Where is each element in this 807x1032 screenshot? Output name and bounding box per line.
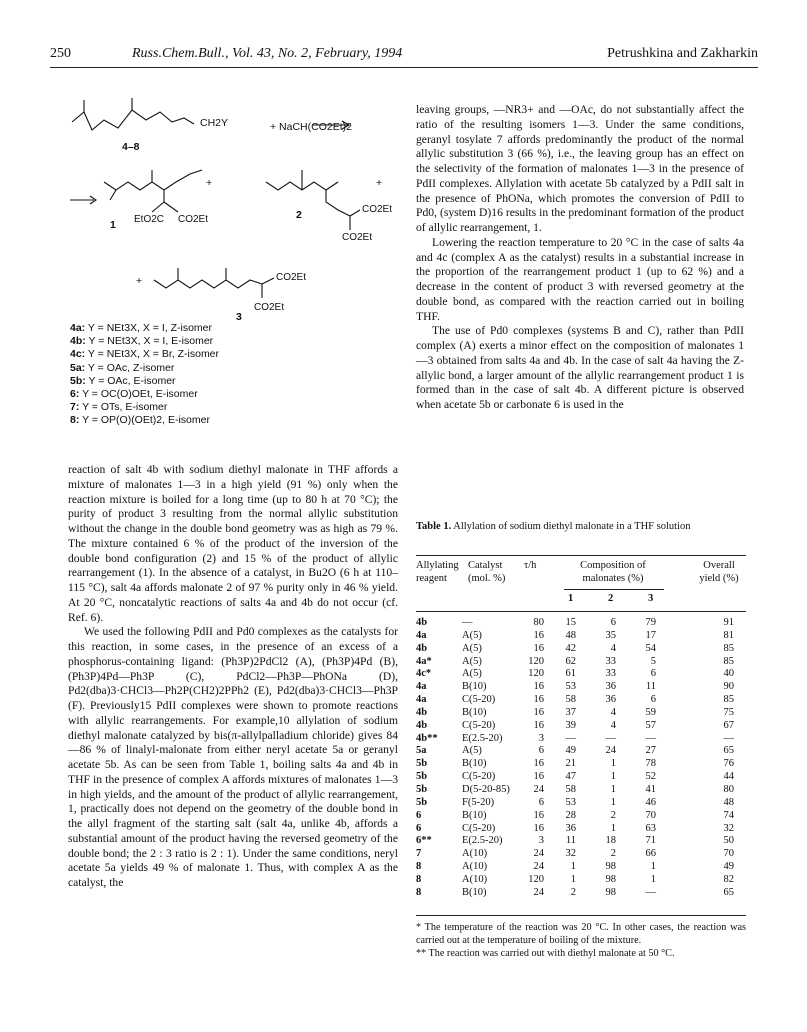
table-body (416, 617, 746, 900)
paragraph: Lowering the reaction temperature to 20 °C in the case of salts 4a and 4c (complex A as the catalyst) results in a substantial increase in the proportion of the rearrangement product 1 (up to 62 %) and a decrease in the content of product 3 with reversed geometry at the double bond, as compared with the reaction carried out in boiling THF. (416, 235, 744, 323)
row-product-2: 33 (605, 668, 616, 680)
row-yield: 40 (723, 668, 734, 680)
row-product-1: 2 (570, 886, 576, 898)
row-yield: 74 (723, 809, 734, 821)
row-catalyst: C(5-20) (462, 719, 496, 731)
row-yield: 76 (723, 758, 734, 770)
row-reagent: 4c* (416, 668, 432, 680)
row-catalyst: C(5-20) (462, 771, 496, 783)
legend-row: 7: Y = OTs, E-isomer (70, 401, 168, 414)
row-time: 16 (533, 758, 544, 770)
row-catalyst: B(10) (462, 706, 487, 718)
row-product-3: 46 (645, 796, 656, 808)
table-row (416, 784, 746, 797)
row-reagent: 8 (416, 886, 422, 898)
row-reagent: 5b (416, 771, 428, 783)
row-product-2: 1 (610, 796, 616, 808)
row-product-2: 36 (605, 694, 616, 706)
row-product-1: 37 (565, 706, 576, 718)
row-time: 120 (528, 873, 544, 885)
row-catalyst: B(10) (462, 758, 487, 770)
table-row (416, 758, 746, 771)
eto2c-label: EtO2C (134, 214, 165, 225)
header-reagent: Allylating reagent (416, 560, 459, 584)
row-product-1: 39 (565, 719, 576, 731)
row-yield: — (723, 732, 734, 744)
row-product-1: 32 (565, 848, 576, 860)
co2et-label-1: CO2Et (178, 214, 209, 225)
row-product-1: — (565, 732, 576, 744)
row-product-2: 33 (605, 655, 616, 667)
row-time: 6 (538, 745, 544, 757)
table-row (416, 887, 746, 900)
row-product-2: 98 (605, 861, 616, 873)
table-row (416, 810, 746, 823)
paragraph: reaction of salt 4b with sodium diethyl malonate in THF affords a mixture of malonates 1—3 in a high yield (91 %) only when the reaction mixture is boiled for a long time (up to 80 h at 70 °C); the purity of product 3 resulting from the normal allylic substitution without the change in the double bond geometry was as high as 79 %. The mixture contained 6 % of the product of the inversion of the double bond configuration (2) and 15 % of the product of allylic rearrangement (1). In the absence of a catalyst, in Bu2O (6 h at 110–115 °C), salt 4a affords malonate 2 of 97 % purity only in 46 % yield. At 20 °C, noncatalytic reactions of salts 4a and 4b do not occur (cf. Ref. 6). (68, 463, 398, 624)
row-catalyst: E(2.5-20) (462, 732, 503, 744)
header-catalyst: Catalyst (mol. %) (468, 560, 506, 584)
row-product-1: 1 (570, 861, 576, 873)
legend-row: 4c: Y = NEt3X, X = Br, Z-isomer (70, 348, 220, 361)
row-product-2: 1 (610, 783, 616, 795)
row-catalyst: — (462, 617, 473, 628)
row-product-2: 2 (610, 809, 616, 821)
row-yield: 80 (723, 783, 734, 795)
page-header (50, 40, 758, 68)
row-product-3: — (645, 732, 656, 744)
table-row (416, 720, 746, 733)
row-time: 16 (533, 681, 544, 693)
row-catalyst: B(10) (462, 886, 487, 898)
row-catalyst: C(5-20) (462, 822, 496, 834)
row-time: 16 (533, 822, 544, 834)
row-reagent: 5b (416, 783, 428, 795)
row-catalyst: C(5-20) (462, 694, 496, 706)
row-yield: 67 (723, 719, 734, 731)
row-product-3: 59 (645, 706, 656, 718)
row-product-3: 63 (645, 822, 656, 834)
row-product-1: 36 (565, 822, 576, 834)
row-yield: 50 (723, 835, 734, 847)
reactant-label: 4–8 (122, 141, 140, 153)
table-row (416, 707, 746, 720)
allylation-table (416, 555, 746, 917)
row-reagent: 4b (416, 617, 428, 628)
row-time: 16 (533, 809, 544, 821)
row-catalyst: B(10) (462, 681, 487, 693)
row-reagent: 5b (416, 796, 428, 808)
row-time: 24 (533, 886, 544, 898)
row-product-3: 52 (645, 771, 656, 783)
row-product-1: 48 (565, 629, 576, 641)
header-rule (50, 67, 758, 68)
row-yield: 75 (723, 706, 734, 718)
legend-row: 4b: Y = NEt3X, X = I, E-isomer (70, 335, 214, 348)
row-product-3: 78 (645, 758, 656, 770)
header-composition: Composition of malonates (%) (580, 560, 646, 584)
footnote: * The temperature of the reaction was 20 °C. In other cases, the reaction was carried out at the temperature of boiling of the mixture. (416, 922, 746, 946)
row-product-3: 27 (645, 745, 656, 757)
row-yield: 81 (723, 629, 734, 641)
table-row (416, 835, 746, 848)
plus-sign-3: + (136, 275, 143, 287)
row-reagent: 5b (416, 758, 428, 770)
row-time: 16 (533, 706, 544, 718)
co2et-label-3: CO2Et (342, 232, 373, 243)
footnote: ** The reaction was carried out with diethyl malonate at 50 °C. (416, 947, 675, 959)
row-catalyst: A(10) (462, 861, 488, 873)
row-yield: 85 (723, 642, 734, 654)
row-catalyst: E(2.5-20) (462, 835, 503, 847)
row-product-3: 41 (645, 783, 656, 795)
legend-row: 5a: Y = OAc, Z-isomer (70, 361, 175, 374)
row-reagent: 4b** (416, 732, 438, 744)
row-product-3: 5 (650, 655, 656, 667)
row-product-1: 1 (570, 873, 576, 885)
row-product-3: 70 (645, 809, 656, 821)
row-time: 16 (533, 771, 544, 783)
row-yield: 44 (723, 771, 734, 783)
row-yield: 90 (723, 681, 734, 693)
row-time: 3 (538, 835, 544, 847)
header-time: τ/h (524, 560, 537, 571)
row-product-1: 47 (565, 771, 576, 783)
row-product-3: 71 (645, 835, 656, 847)
table-row (416, 656, 746, 669)
row-product-2: 35 (605, 629, 616, 641)
row-product-2: 36 (605, 681, 616, 693)
row-reagent: 8 (416, 861, 422, 873)
row-product-3: 1 (650, 861, 656, 873)
legend-row: 5b: Y = OAc, E-isomer (70, 374, 176, 387)
row-reagent: 4a* (416, 655, 432, 667)
row-product-2: 98 (605, 886, 616, 898)
reaction-scheme-drawing (60, 90, 405, 320)
row-catalyst: A(5) (462, 642, 482, 654)
row-yield: 70 (723, 848, 734, 860)
row-product-3: 1 (650, 873, 656, 885)
legend-row: 8: Y = OP(O)(OEt)2, E-isomer (70, 414, 210, 427)
row-time: 16 (533, 719, 544, 731)
paragraph: The use of Pd0 complexes (systems B and C), rather than PdII complex (A) exerts a minor effect on the composition of malonates 1—3 obtained from salts 4a and 4b. In the case of salt 4a having the Z-allylic bond, a larger amount of the allylic rearrangement product 1 is formed than in the case of salt 4b. A different picture is observed when acetate 5b or carbonate 6 is used in the (416, 324, 744, 411)
row-reagent: 8 (416, 873, 422, 885)
table-bottom-rule (416, 915, 746, 916)
row-yield: 82 (723, 873, 734, 885)
row-time: 16 (533, 642, 544, 654)
row-product-2: 24 (605, 745, 616, 757)
composition-rule (564, 589, 664, 590)
table-row (416, 617, 746, 630)
table-row (416, 643, 746, 656)
row-product-1: 49 (565, 745, 576, 757)
reagent-label: + NaCH(CO2Et)2 (270, 121, 352, 133)
row-catalyst: A(10) (462, 873, 488, 885)
table-caption-text: Allylation of sodium diethyl malonate in a THF solution (453, 521, 691, 532)
row-yield: 85 (723, 694, 734, 706)
plus-sign-1: + (206, 177, 213, 189)
row-product-1: 62 (565, 655, 576, 667)
table-row (416, 630, 746, 643)
running-authors: Petrushkina and Zakharkin (607, 46, 758, 61)
table-row (416, 771, 746, 784)
table-row (416, 797, 746, 810)
row-product-2: 6 (610, 617, 616, 628)
row-product-3: 6 (650, 694, 656, 706)
co2et-label-5: CO2Et (254, 302, 285, 313)
row-time: 16 (533, 629, 544, 641)
row-product-2: 1 (610, 771, 616, 783)
right-column-text (416, 103, 744, 413)
row-catalyst: F(5-20) (462, 796, 495, 808)
row-product-1: 58 (565, 783, 576, 795)
reaction-scheme (60, 90, 405, 320)
row-catalyst: A(5) (462, 655, 482, 667)
row-time: 3 (538, 732, 544, 744)
co2et-label-4: CO2Et (276, 272, 307, 283)
row-product-1: 58 (565, 694, 576, 706)
legend-row: 4a: Y = NEt3X, X = I, Z-isomer (70, 322, 213, 334)
product-2-label: 2 (296, 209, 302, 221)
row-product-3: 79 (645, 617, 656, 628)
table-footnotes (416, 922, 746, 960)
row-product-2: 18 (605, 835, 616, 847)
row-reagent: 7 (416, 848, 422, 860)
header-yield: Overall yield (%) (699, 560, 739, 584)
table-row (416, 848, 746, 861)
row-product-2: 2 (610, 848, 616, 860)
row-reagent: 4a (416, 681, 427, 693)
row-catalyst: D(5-20-85) (462, 783, 510, 795)
row-catalyst: A(10) (462, 848, 488, 860)
table-row (416, 745, 746, 758)
row-time: 80 (533, 617, 544, 628)
row-product-1: 11 (565, 835, 576, 847)
row-product-1: 15 (565, 617, 576, 628)
ch2y-label: CH2Y (200, 117, 229, 129)
row-reagent: 4b (416, 706, 428, 718)
table-caption-label: Table 1. (416, 521, 452, 532)
row-product-1: 21 (565, 758, 576, 770)
row-product-2: 1 (610, 822, 616, 834)
table-top-rule (416, 555, 746, 556)
product-1-label: 1 (110, 219, 116, 231)
left-column-text (68, 463, 398, 891)
row-reagent: 6 (416, 822, 422, 834)
row-reagent: 4b (416, 719, 428, 731)
row-product-2: 4 (610, 642, 616, 654)
row-product-2: 4 (610, 706, 616, 718)
row-time: 6 (538, 796, 544, 808)
row-product-2: 4 (610, 719, 616, 731)
table-row (416, 874, 746, 887)
row-time: 24 (533, 783, 544, 795)
row-reagent: 4b (416, 642, 428, 654)
row-reagent: 6 (416, 809, 422, 821)
table-row (416, 733, 746, 746)
journal-citation: Russ.Chem.Bull., Vol. 43, No. 2, February, 1994 (132, 46, 403, 61)
product-3-label: 3 (236, 311, 242, 320)
header-product-1: 1 (568, 593, 574, 604)
co2et-label-2: CO2Et (362, 204, 393, 215)
table-row (416, 668, 746, 681)
plus-sign-2: + (376, 177, 383, 189)
row-reagent: 5a (416, 745, 427, 757)
row-product-2: — (605, 732, 616, 744)
row-reagent: 4a (416, 694, 427, 706)
row-time: 24 (533, 848, 544, 860)
row-product-1: 53 (565, 796, 576, 808)
row-product-3: 66 (645, 848, 656, 860)
row-catalyst: B(10) (462, 809, 487, 821)
row-product-3: 57 (645, 719, 656, 731)
row-yield: 65 (723, 745, 734, 757)
table-header-rule (416, 611, 746, 612)
paragraph: leaving groups, —NR3+ and —OAc, do not substantially affect the ratio of the resulting isomers 1—3. Under the same conditions, geranyl tosylate 7 affords predominantly the product of the normal allylic substitution 3 (66 %), i.e., the leaving group has an effect on the selectivity of the formation of malonates 1—3 in the presence of PdII complexes. Allylation with acetate 5b catalyzed by a PdII salt in the presence of PhONa, which promotes the conversion of PdII to Pd0, (system D)16 results in the predominant formation of the product of allylic rearrangement, 1. (416, 103, 744, 234)
row-catalyst: A(5) (462, 745, 482, 757)
row-yield: 91 (723, 617, 734, 628)
row-yield: 85 (723, 655, 734, 667)
legend-row: 6: Y = OC(O)OEt, E-isomer (70, 388, 198, 401)
row-product-3: — (645, 886, 656, 898)
row-time: 120 (528, 668, 544, 680)
table-caption (416, 520, 746, 533)
row-yield: 32 (723, 822, 734, 834)
row-catalyst: A(5) (462, 668, 482, 680)
substituent-legend (70, 322, 370, 428)
paragraph: We used the following PdII and Pd0 complexes as the catalysts for this reaction, in some cases, in the presence of an excess of a phosphorus-containing ligand: (Ph3P)2PdCl2 (A), (Ph3P)4Pd (B), (Ph3P)4Pd—Ph3P (C), PdCl2—Ph3P—PhONa (D), Pd2(dba)3·CHCl3—Ph2P(CH2)2PPh2 (E), Pd2(dba)3·CHCl3—Ph3P (F). Previously15 PdII complexes were shown to promote reactions with allylic rearrangements. For example,10 allylation of sodium diethyl malonate catalyzed by bis(π-allylpalladium chloride) gives 84—86 % of linalyl-malonate from either neryl acetate 5a or geranyl acetate 5b. As can be seen from Table 1, boiling salts 4a and 4b in THF in the presence of complex A affords mixtures of malonates 1—3 in high yields, and the amount of the product of allylic rearrangement, 1, practically does not depend on the geometry of the double bond in the allyl fragment of the starting salt (salt 4a, unlike 4b, affords a substantial amount of the product having the reversed geometry of the double bond; the 2 : 3 ratio is 2 : 1). Under the same conditions, neryl acetate 5a yields 49 % of malonate 1. Thus, with complex A as the catalyst, the (68, 625, 398, 889)
row-reagent: 6** (416, 835, 432, 847)
table-row (416, 861, 746, 874)
row-product-2: 1 (610, 758, 616, 770)
row-product-3: 6 (650, 668, 656, 680)
table-row (416, 823, 746, 836)
page-number: 250 (50, 46, 71, 61)
row-time: 24 (533, 861, 544, 873)
header-product-2: 2 (608, 593, 614, 604)
row-reagent: 4a (416, 629, 427, 641)
row-product-3: 54 (645, 642, 656, 654)
row-product-3: 17 (645, 629, 656, 641)
row-yield: 49 (723, 861, 734, 873)
row-yield: 65 (723, 886, 734, 898)
row-time: 120 (528, 655, 544, 667)
table-row (416, 681, 746, 694)
header-product-3: 3 (648, 593, 654, 604)
row-product-1: 28 (565, 809, 576, 821)
table-row (416, 694, 746, 707)
row-yield: 48 (723, 796, 734, 808)
row-product-2: 98 (605, 873, 616, 885)
row-product-3: 11 (645, 681, 656, 693)
row-catalyst: A(5) (462, 629, 482, 641)
row-product-1: 53 (565, 681, 576, 693)
row-time: 16 (533, 694, 544, 706)
row-product-1: 42 (565, 642, 576, 654)
row-product-1: 61 (565, 668, 576, 680)
